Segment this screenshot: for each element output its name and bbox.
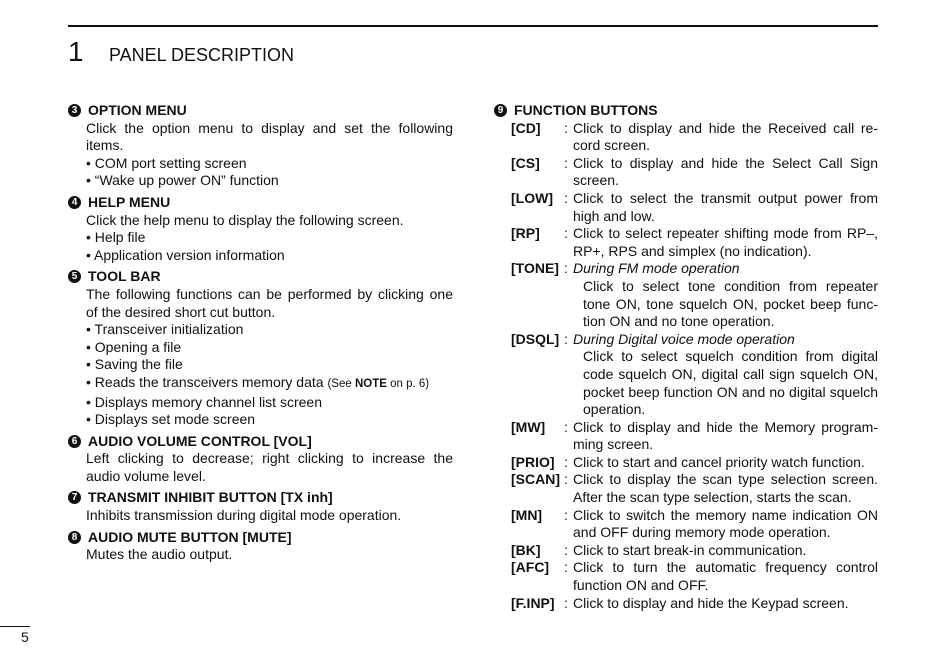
button-description: Click to select the transmit output power from high and low.	[573, 189, 878, 224]
section-number-badge: 8	[68, 531, 81, 544]
section-title: AUDIO VOLUME CONTROL [VOL]	[88, 432, 312, 449]
button-description: Click to select repeater shifting mode from RP–, RP+, RPS and simplex (no indication).	[573, 225, 878, 259]
section-audio-mute	[68, 529, 453, 564]
function-button-row: [PRIO] : Click to start and cancel priority watch function.	[494, 454, 878, 472]
button-key: [CS]	[511, 154, 540, 171]
section-title: OPTION MENU	[88, 102, 187, 118]
function-button-row: [CS] : Click to display and hide the Select Call Sign screen.	[511, 154, 878, 189]
section-title: HELP MENU	[88, 193, 171, 210]
list-item: • Opening a file	[86, 338, 182, 355]
mode-condition: During Digital voice mode operation	[573, 330, 795, 347]
section-title: TRANSMIT INHIBIT BUTTON [TX inh]	[88, 489, 333, 506]
section-description: Click the help menu to display the following screen.	[86, 211, 404, 228]
button-description: Click to display and hide the Memory program-ming screen.	[573, 418, 878, 453]
section-help-menu	[68, 194, 453, 264]
button-description: Click to turn the automatic frequency control function ON and OFF.	[573, 559, 878, 594]
button-description: Click to start and cancel priority watch function.	[573, 453, 865, 470]
section-title: TOOL BAR	[88, 268, 161, 285]
section-audio-volume	[68, 433, 453, 486]
button-key: [LOW]	[511, 189, 553, 206]
list-item: • Transceiver initialization	[86, 321, 244, 338]
function-button-row: [CD] : Click to display and hide the Received call re-cord screen.	[511, 119, 878, 154]
list-item: • Reads the transceivers memory data (See NOTE on p. 6)	[86, 373, 430, 390]
list-item: • Displays set mode screen	[86, 411, 256, 428]
button-key: [TONE]	[511, 260, 559, 277]
chapter-number: 1	[68, 36, 84, 67]
button-key: [AFC]	[511, 559, 550, 576]
button-key: [PRIO]	[511, 453, 555, 470]
footer-rule	[0, 626, 30, 627]
page-number: 5	[21, 629, 29, 645]
mode-condition: During FM mode operation	[573, 260, 740, 277]
section-description: The following functions can be performed by clicking one of the desired short cut button.	[86, 285, 453, 320]
button-key: [DSQL]	[511, 330, 560, 347]
button-key: [F.INP]	[511, 594, 555, 611]
top-rule	[68, 25, 878, 27]
list-item: • Displays memory channel list screen	[86, 393, 322, 410]
right-column	[494, 102, 878, 612]
chapter-title: PANEL DESCRIPTION	[109, 45, 295, 65]
function-button-row-tone: [TONE] : During FM mode operation Click to select tone condition from repeater tone ON, tone squelch ON, pocket beep func-tion ON and no tone operation.	[511, 260, 878, 330]
section-number-badge: 3	[68, 104, 81, 117]
section-number-badge: 4	[68, 196, 81, 209]
button-key: [RP]	[511, 225, 540, 242]
function-button-row: [MW] : Click to display and hide the Memory program-ming screen.	[511, 418, 878, 453]
section-description: Mutes the audio output.	[86, 546, 233, 563]
button-description: Click to select squelch condition from digital code squelch ON, digital call sign squelch ON, pocket beep function ON and no digital squelch operation.	[583, 348, 878, 418]
function-button-row: [RP] : Click to select repeater shifting mode from RP–, RP+, RPS and simplex (no indication).	[511, 225, 878, 259]
button-description: Click to display and hide the Keypad screen.	[573, 594, 849, 611]
section-description: Click the option menu to display and set the following items.	[86, 119, 453, 154]
button-description: Click to switch the memory name indication ON and OFF during memory mode operation.	[573, 506, 878, 541]
section-number-badge: 6	[68, 435, 81, 448]
section-number-badge: 9	[494, 104, 507, 117]
section-tool-bar	[68, 268, 453, 428]
button-description: Click to display the scan type selection screen. After the scan type selection, starts the scan.	[573, 471, 878, 506]
section-number-badge: 5	[68, 270, 81, 283]
button-key: [MW]	[511, 418, 546, 435]
function-button-row: [LOW] : Click to select the transmit output power from high and low.	[511, 189, 878, 224]
list-item: • COM port setting screen	[86, 154, 247, 171]
button-description: Click to display and hide the Received call re-cord screen.	[573, 119, 878, 154]
section-number-badge: 7	[68, 491, 81, 504]
list-item: • Help file	[86, 229, 146, 246]
function-button-row: [AFC] : Click to turn the automatic frequency control function ON and OFF.	[511, 559, 878, 594]
section-description: Left clicking to decrease; right clicking to increase the audio volume level.	[86, 450, 453, 484]
section-tx-inhibit	[68, 489, 453, 524]
section-option-menu	[68, 102, 453, 190]
function-button-row: [MN] : Click to switch the memory name indication ON and OFF during memory mode operation.	[511, 506, 878, 541]
list-item: • Saving the file	[86, 356, 183, 373]
button-description: Click to start break-in communication.	[573, 541, 807, 558]
list-item: • Application version information	[86, 246, 285, 263]
section-function-buttons	[494, 102, 878, 120]
function-button-row: [F.INP] : Click to display and hide the Keypad screen.	[494, 595, 878, 613]
button-description: Click to display and hide the Select Call Sign screen.	[573, 154, 878, 189]
see-note-reference: (See NOTE on p. 6)	[327, 377, 430, 390]
section-title: FUNCTION BUTTONS	[514, 102, 658, 118]
function-button-row: [SCAN] : Click to display the scan type selection screen. After the scan type selection, starts the scan.	[511, 471, 878, 506]
function-button-row: [BK] : Click to start break-in communication.	[494, 542, 878, 560]
function-button-row-dsql: [DSQL] : During Digital voice mode operation Click to select squelch condition from digital code squelch ON, digital call sign squelch ON, pocket beep function ON and no digital squelch operation.	[511, 330, 878, 418]
button-key: [BK]	[511, 541, 541, 558]
button-description: Click to select tone condition from repeater tone ON, tone squelch ON, pocket beep func-tion ON and no tone operation.	[583, 277, 878, 330]
list-item: • “Wake up power ON” function	[86, 172, 279, 189]
section-title: AUDIO MUTE BUTTON [MUTE]	[88, 528, 292, 545]
button-key: [SCAN]	[511, 471, 560, 488]
button-key: [CD]	[511, 119, 541, 136]
button-key: [MN]	[511, 506, 543, 523]
section-description: Inhibits transmission during digital mode operation.	[86, 507, 402, 524]
left-column	[68, 102, 453, 564]
